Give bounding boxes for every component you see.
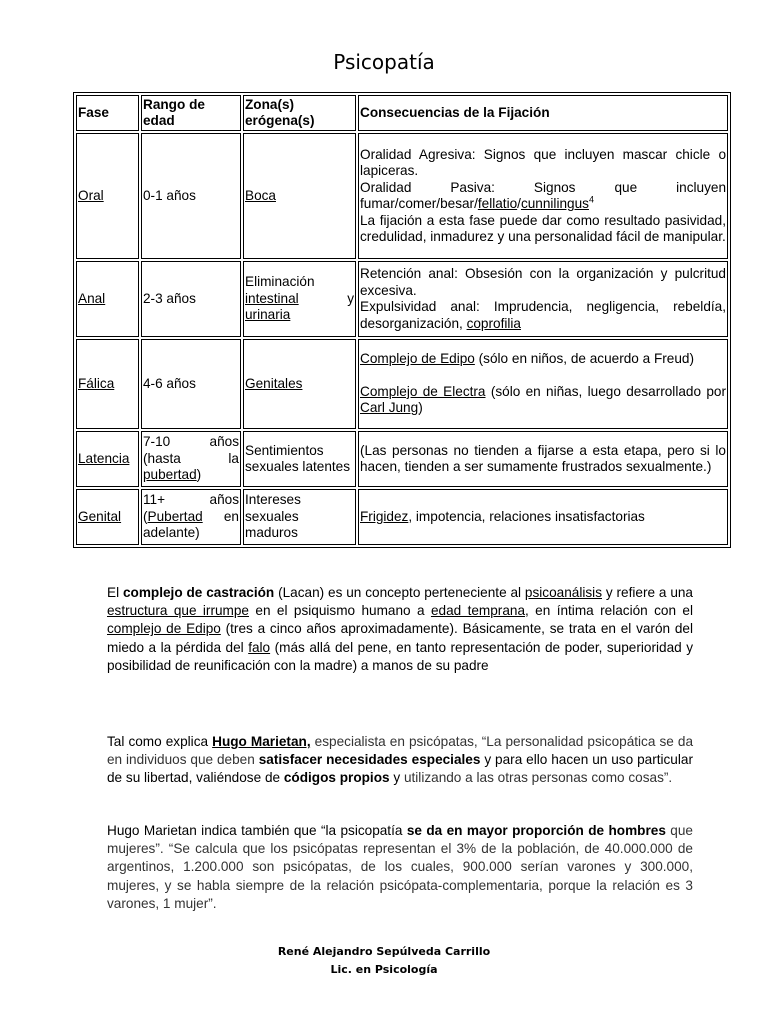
text-run: El xyxy=(107,585,123,600)
early-age-link[interactable]: edad temprana xyxy=(430,603,526,619)
zone-cell: Sentimientos sexuales latentes xyxy=(243,431,356,487)
phase-cell xyxy=(76,133,139,259)
age-fragment: 11+ años ( xyxy=(143,492,239,524)
consequence-cell xyxy=(358,133,728,259)
consequence-text xyxy=(360,384,726,417)
consequence-text xyxy=(360,180,726,213)
fellatio-link[interactable]: fellatio xyxy=(477,196,518,211)
age-fragment: 7-10 años (hasta la xyxy=(143,434,239,466)
jung-link[interactable]: Carl Jung xyxy=(360,400,419,416)
zone-fragment: y xyxy=(298,290,354,306)
consequence-cell xyxy=(358,339,728,429)
puberty-link[interactable]: pubertad xyxy=(143,467,197,483)
coprofilia-link[interactable]: coprofilia xyxy=(466,315,521,331)
phase-link[interactable]: Genital xyxy=(78,508,122,524)
bold-term: códigos propios xyxy=(283,770,390,786)
phase-cell xyxy=(76,489,139,545)
footnote-ref: 4 xyxy=(588,194,594,205)
structure-link[interactable]: estructura que irrumpe xyxy=(107,603,249,619)
consequence-fragment: (sólo en niños, de acuerdo a Freud) xyxy=(474,351,695,367)
consequence-cell: (Las personas no tienden a fijarse a esta etapa, pero si lo hacen, tienden a ser sumamente frustrados sexualmente.) xyxy=(358,431,728,487)
zone-link[interactable]: urinaria xyxy=(245,307,291,323)
age-cell: 2-3 años xyxy=(141,261,241,337)
zone-link[interactable]: Genitales xyxy=(245,375,303,391)
table-row xyxy=(76,261,728,337)
consequence-fragment: ) xyxy=(418,400,423,416)
age-cell xyxy=(141,431,241,487)
table-header-row xyxy=(76,95,728,131)
age-cell: 4-6 años xyxy=(141,339,241,429)
header-age-range: Rango de edad xyxy=(141,95,241,131)
text-run: especialista en psicópatas, “La personalidad psicopática se da en individuos que deben xyxy=(107,734,694,768)
phallus-link[interactable]: falo xyxy=(248,639,271,655)
text-run: Tal como explica xyxy=(107,734,213,749)
phase-cell xyxy=(76,261,139,337)
zone-cell xyxy=(243,339,356,429)
text-run: y xyxy=(389,770,404,786)
text-run: utilizando a las otras personas como cosas”. xyxy=(403,770,673,786)
psychosexual-stages-table xyxy=(73,92,731,548)
text-run: que mujeres”. “Se calcula que los psicópatas representan el 3% de la población, de 40.000.000 de argentinos, 1.200.000 son psicópatas, de los cuales, 900.000 serían varones y 300.000, mujeres, y se habla siempre de la relación psicópata-complementaria, porque la relación es 3 varones, 1 mujer”. xyxy=(107,823,693,911)
phase-cell xyxy=(76,431,139,487)
age-cell: 0-1 años xyxy=(141,133,241,259)
zone-link[interactable]: intestinal xyxy=(245,290,299,306)
consequence-text xyxy=(360,351,726,368)
age-cell xyxy=(141,489,241,545)
consequence-text xyxy=(360,299,726,332)
consequence-cell xyxy=(358,261,728,337)
header-zones: Zona(s) erógena(s) xyxy=(243,95,356,131)
bold-term: complejo de castración xyxy=(122,585,275,600)
phase-cell xyxy=(76,339,139,429)
phase-link[interactable]: Oral xyxy=(78,187,104,203)
paragraph-marietan-quote xyxy=(107,733,693,788)
consequence-text: Oralidad Agresiva: Signos que incluyen mascar chicle o lapiceras. xyxy=(360,146,726,178)
zone-cell xyxy=(243,261,356,337)
table-row xyxy=(76,431,728,487)
text-run: Hugo Marietan indica también que “la psicopatía xyxy=(107,823,407,838)
phase-link[interactable]: Latencia xyxy=(78,450,130,466)
consequence-text: Retención anal: Obsesión con la organización y pulcritud excesiva. xyxy=(360,266,726,298)
consequence-fragment: , impotencia, relaciones insatisfactorias xyxy=(408,508,645,524)
footer xyxy=(0,943,768,979)
bold-term: se da en mayor proporción de hombres xyxy=(406,823,666,838)
phase-link[interactable]: Anal xyxy=(78,290,106,306)
text-run: en el psiquismo humano a xyxy=(249,603,431,619)
cunnilingus-link[interactable]: cunnilingus xyxy=(520,196,589,211)
text-run: (tres a cinco años aproximadamente). Básicamente, se trata en el varón del miedo a la pérdida del xyxy=(107,621,693,655)
age-fragment: ) xyxy=(196,467,202,483)
marietan-link[interactable]: Hugo Marietan, xyxy=(212,734,311,749)
oedipus-complex-link[interactable]: complejo de Edipo xyxy=(107,621,221,637)
spacer xyxy=(360,368,726,384)
paragraph-castration xyxy=(107,584,693,675)
author-degree: Lic. en Psicología xyxy=(330,963,438,976)
oedipus-link[interactable]: Complejo de Edipo xyxy=(360,351,475,367)
zone-cell xyxy=(243,133,356,259)
consequence-fragment: Expulsividad anal: Imprudencia, negligencia, rebeldía, desorganización, xyxy=(360,299,726,331)
consequence-fragment: (sólo en niñas, luego desarrollado por xyxy=(485,383,726,399)
table-row xyxy=(76,339,728,429)
table-row xyxy=(76,489,728,545)
psychoanalysis-link[interactable]: psicoanálisis xyxy=(524,585,602,600)
consequence-fragment: Oralidad Pasiva: Signos que incluyen fumar/comer/besar/ xyxy=(360,179,726,211)
paragraph-statistics xyxy=(107,822,693,913)
table-row xyxy=(76,133,728,259)
consequence-text: La fijación a esta fase puede dar como resultado pasividad, credulidad, inmadurez y una personalidad fácil de manipular. xyxy=(360,212,726,244)
header-consequences: Consecuencias de la Fijación xyxy=(358,95,728,131)
zone-link[interactable]: Boca xyxy=(245,187,276,203)
header-phase: Fase xyxy=(76,95,139,131)
text-run: (Lacan) es un concepto perteneciente al xyxy=(274,585,525,600)
zone-fragment: Eliminación xyxy=(245,274,315,290)
text-run: y refiere a una xyxy=(602,585,693,600)
age-fragment: en adelante) xyxy=(143,508,239,541)
puberty-link[interactable]: Pubertad xyxy=(147,508,203,524)
electra-link[interactable]: Complejo de Electra xyxy=(360,383,486,399)
zone-cell: Intereses sexuales maduros xyxy=(243,489,356,545)
text-run: (más allá del pene, en tanto representación de poder, superioridad y posibilidad de reunificación con la madre) a manos de su padre xyxy=(107,639,693,673)
frigidity-link[interactable]: Frigidez xyxy=(360,508,409,524)
author-name: René Alejandro Sepúlveda Carrillo xyxy=(277,945,491,958)
text-run: y para ello hacen un uso particular de su libertad, valiéndose de xyxy=(107,752,693,786)
consequence-fragment: / xyxy=(517,196,521,211)
text-run: , en íntima relación con el xyxy=(525,603,693,619)
document-title: Psicopatía xyxy=(333,50,435,74)
consequence-cell xyxy=(358,489,728,545)
phase-link[interactable]: Fálica xyxy=(78,375,115,391)
bold-term: satisfacer necesidades especiales xyxy=(258,752,481,768)
